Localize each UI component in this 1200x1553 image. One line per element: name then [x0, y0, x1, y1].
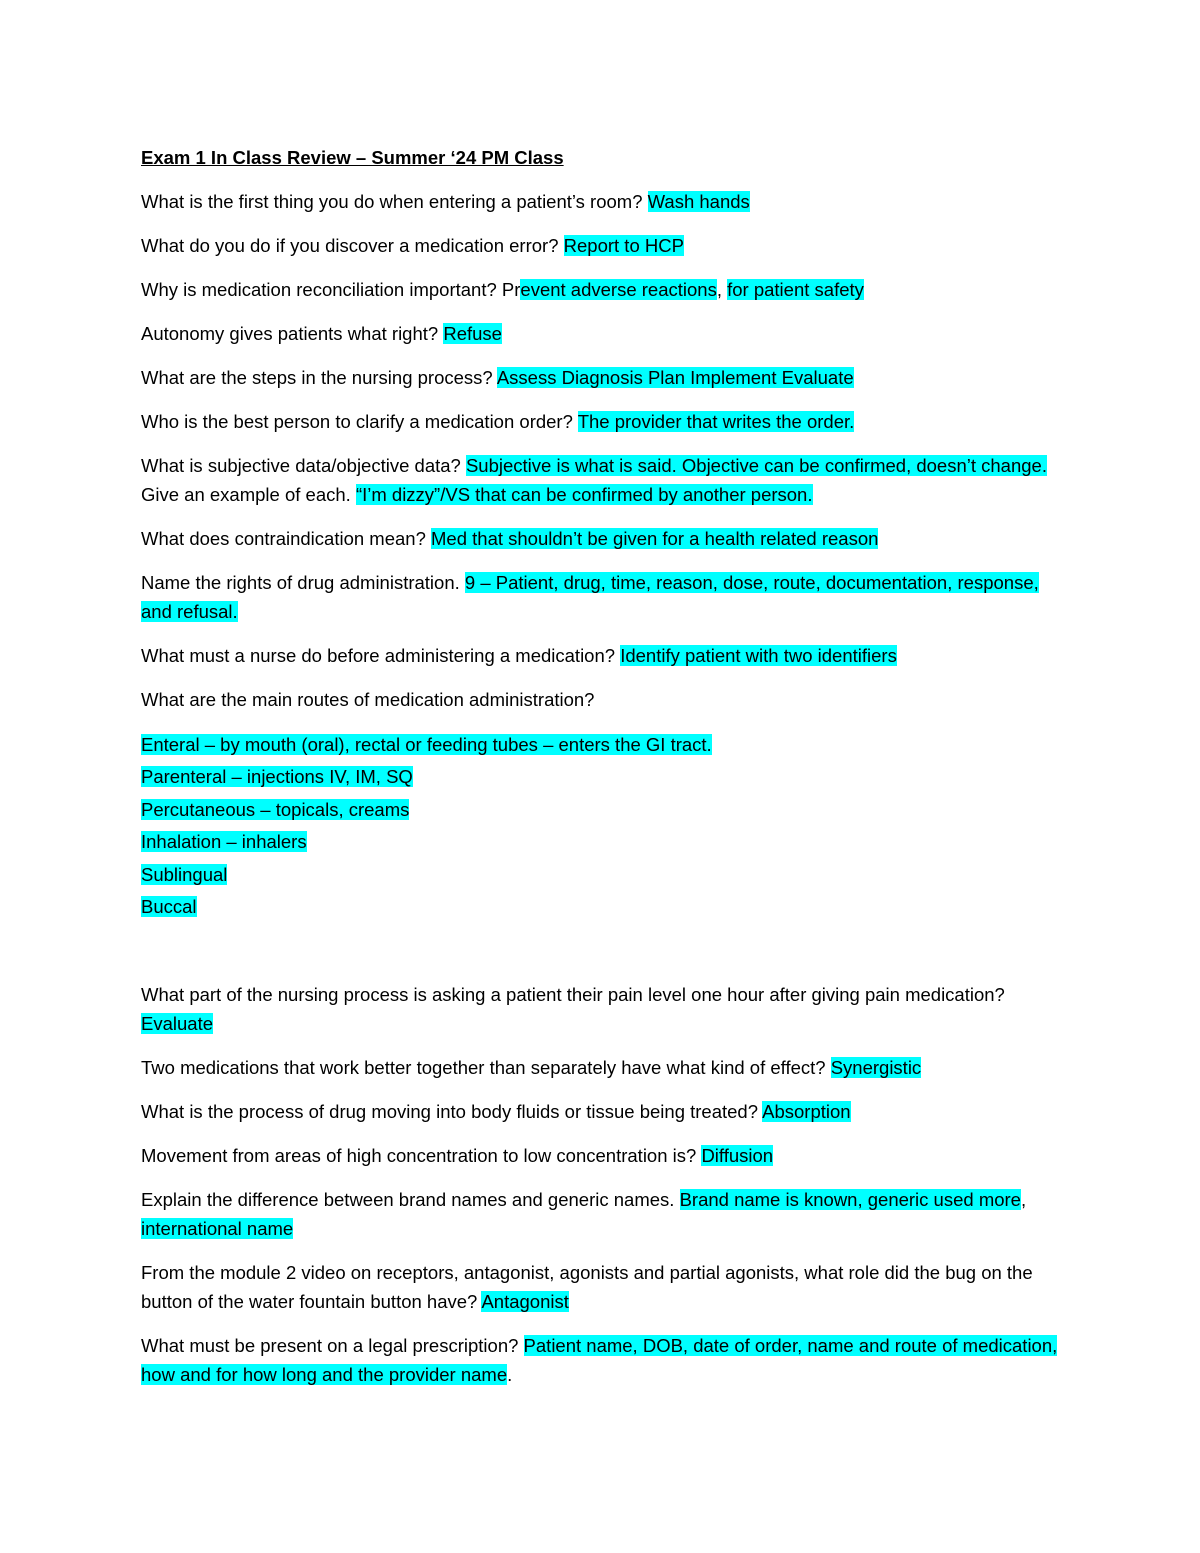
route-item: Enteral – by mouth (oral), rectal or feeding tubes – enters the GI tract. — [141, 734, 712, 755]
answer: The provider that writes the order. — [577, 411, 855, 432]
answer-separator: , — [1020, 1189, 1027, 1211]
answer: Absorption — [762, 1101, 851, 1123]
qa-item — [141, 1053, 1061, 1082]
qa-item — [141, 363, 1061, 392]
answer: event adverse reactions — [520, 279, 717, 300]
answer: 9 – Patient, drug, time, reason, dose, route, documentation, response, and refusal. — [141, 572, 1039, 622]
question: What must be present on a legal prescription? — [141, 1335, 524, 1357]
answer: Report to HCP — [563, 235, 684, 256]
question: What must a nurse do before administering a medication? — [141, 645, 621, 666]
answer: Antagonist — [481, 1291, 569, 1313]
qa-item — [141, 187, 1061, 216]
routes-list — [141, 729, 1061, 923]
qa-item — [141, 451, 1061, 509]
answer: Synergistic — [830, 1057, 922, 1079]
answer: Diffusion — [701, 1145, 774, 1167]
answer: Med that shouldn’t be given for a health related reason — [431, 528, 879, 549]
question: From the module 2 video on receptors, antagonist, agonists and partial agonists, what role did the bug on the button of the water fountain button have? — [141, 1262, 1033, 1313]
question: What is the first thing you do when entering a patient’s room? — [141, 191, 648, 212]
question: Name the rights of drug administration. — [141, 572, 465, 593]
qa-item — [141, 231, 1061, 260]
answer-continued: for patient safety — [727, 279, 864, 300]
qa-item — [141, 980, 1061, 1038]
question: What are the main routes of medication administration? — [141, 689, 595, 710]
answer: Wash hands — [647, 191, 750, 212]
answer: Assess Diagnosis Plan Implement Evaluate — [496, 367, 854, 388]
answer: Evaluate — [141, 1013, 213, 1035]
answer: Identify patient with two identifiers — [620, 645, 897, 666]
route-item: Inhalation – inhalers — [141, 831, 307, 853]
question: Two medications that work better together than separately have what kind of effect? — [141, 1057, 831, 1079]
answer: Brand name is known, generic used more — [679, 1189, 1021, 1211]
question: What do you do if you discover a medication error? — [141, 235, 564, 256]
follow-up-question: Give an example of each. — [141, 484, 356, 505]
answer: Patient name, DOB, date of order, name and route of medication, how and for how long and the provider name — [141, 1335, 1058, 1386]
qa-item — [141, 641, 1061, 670]
question: What is the process of drug moving into body fluids or tissue being treated? — [141, 1101, 763, 1123]
answer-separator: , — [716, 279, 728, 300]
qa-item — [141, 319, 1061, 348]
question: Explain the difference between brand names and generic names. — [141, 1189, 680, 1211]
qa-item — [141, 275, 1061, 304]
question: Why is medication reconciliation important? Pr — [141, 279, 521, 300]
question: What is subjective data/objective data? — [141, 455, 466, 476]
question: Autonomy gives patients what right? — [141, 323, 444, 344]
route-item: Percutaneous – topicals, creams — [141, 798, 410, 820]
qa-item — [141, 1185, 1061, 1243]
document-title: Exam 1 In Class Review – Summer ‘24 PM Class — [141, 147, 564, 168]
answer: Refuse — [443, 323, 502, 344]
question: Movement from areas of high concentration to low concentration is? — [141, 1145, 702, 1167]
qa-item — [141, 1258, 1061, 1316]
answer: Subjective is what is said. Objective can be confirmed, doesn’t change. — [465, 455, 1047, 476]
route-item: Sublingual — [141, 863, 228, 885]
qa-item — [141, 685, 1061, 714]
answer-continued: “I’m dizzy”/VS that can be confirmed by another person. — [355, 484, 813, 505]
question: What are the steps in the nursing process? — [141, 367, 497, 388]
qa-item — [141, 1331, 1061, 1389]
qa-item — [141, 524, 1061, 553]
blank-line — [141, 938, 1061, 980]
route-item: Parenteral – injections IV, IM, SQ — [141, 766, 413, 788]
question: Who is the best person to clarify a medication order? — [141, 411, 578, 432]
answer-end-punctuation: . — [507, 1364, 513, 1386]
qa-item — [141, 1097, 1061, 1126]
qa-item — [141, 568, 1061, 626]
qa-item — [141, 407, 1061, 436]
question: What does contraindication mean? — [141, 528, 432, 549]
question: What part of the nursing process is asking a patient their pain level one hour after giving pain medication? — [141, 984, 1005, 1006]
qa-item — [141, 1141, 1061, 1170]
answer-continued: international name — [141, 1218, 294, 1240]
document-body — [141, 143, 1061, 1404]
route-item: Buccal — [141, 896, 197, 918]
